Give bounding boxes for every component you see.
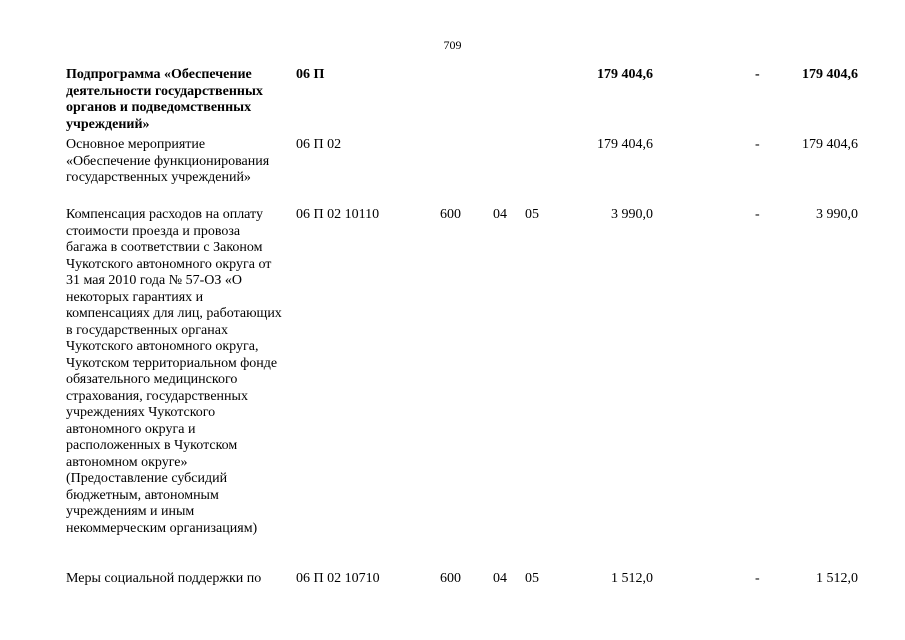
row-change: -: [755, 207, 760, 222]
row-code: 06 П: [296, 67, 325, 82]
page-number: 709: [443, 38, 462, 52]
row-sum: 179 404,6: [597, 67, 653, 82]
row-sum: 179 404,6: [597, 137, 653, 152]
row-total: 179 404,6: [802, 137, 858, 152]
row-change: -: [755, 571, 760, 586]
row-vr: 600: [440, 207, 461, 222]
row-total: 3 990,0: [816, 207, 858, 222]
row-code: 06 П 02: [296, 137, 342, 152]
row-sum: 1 512,0: [611, 571, 653, 586]
row-name: Основное мероприятие «Обеспечение функционирования государственных учреждений»: [66, 137, 270, 185]
row-vr: 600: [440, 571, 461, 586]
row-sum: 3 990,0: [611, 207, 653, 222]
row-rz: 04: [493, 207, 507, 222]
row-name: Компенсация расходов на оплату стоимости проезда и провоза багажа в соответствии с Законом Чукотского автономного округа от 31 мая 2010 года № 57-ОЗ «О некоторых гарантиях и компенсациях для лиц, работающих в государственных органах Чукотского автономного округа, Чукотском территориальном фонде обязательного медицинского страхования, государственных учреждениях Чукотского автономного округа и расположенных в Чукотском автономном округе» (Предоставление субсидий бюджетным, автономным учреждениям и иным некоммерческим организациям): [66, 207, 282, 536]
row-name: Меры социальной поддержки по: [66, 571, 262, 586]
row-rz: 04: [493, 571, 507, 586]
row-code: 06 П 02 10710: [296, 571, 380, 586]
row-pr: 05: [525, 207, 539, 222]
row-change: -: [755, 137, 760, 152]
row-name: Подпрограмма «Обеспечение деятельности государственных органов и подведомственных учреждений»: [66, 67, 263, 132]
row-change: -: [755, 67, 760, 82]
row-total: 1 512,0: [816, 571, 858, 586]
row-total: 179 404,6: [802, 67, 858, 82]
row-code: 06 П 02 10110: [296, 207, 380, 222]
row-pr: 05: [525, 571, 539, 586]
